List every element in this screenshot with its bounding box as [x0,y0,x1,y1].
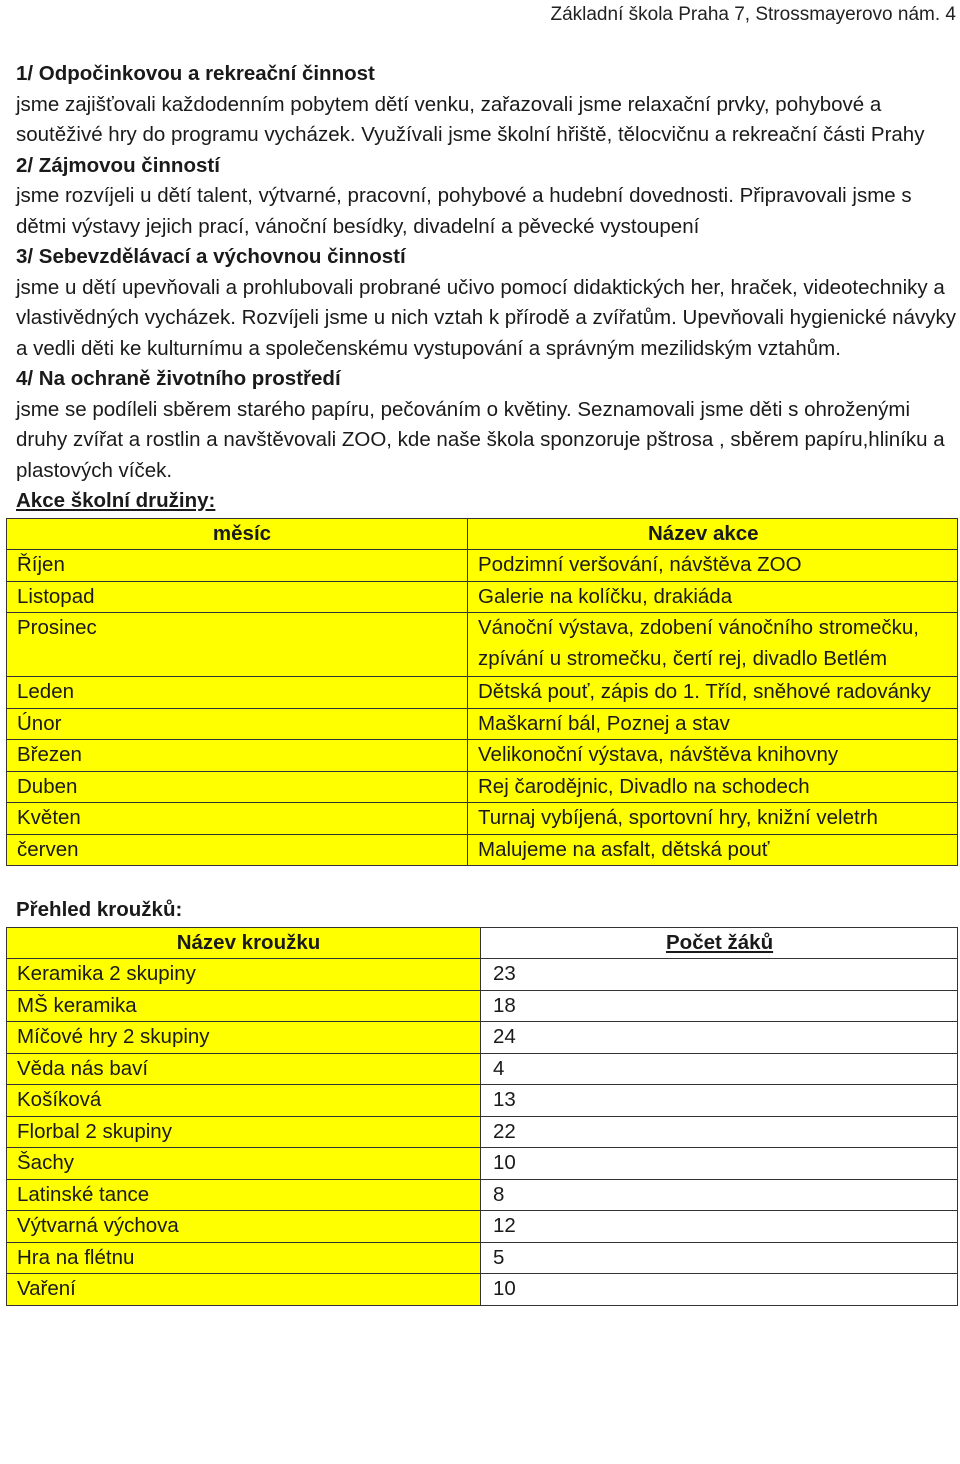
clubs-table-body [7,959,958,1306]
club-name-cell: Keramika 2 skupiny [7,959,481,991]
table-row [7,990,958,1022]
column-header-month: měsíc [7,518,468,550]
table-row [7,677,958,709]
action-month-cell: Leden [7,677,468,709]
column-header-student-count: Počet žáků [481,927,958,959]
action-name-cell: Podzimní veršování, návštěva ZOO [468,550,958,582]
table-row [7,1116,958,1148]
table-header-row [7,927,958,959]
club-name-cell: MŠ keramika [7,990,481,1022]
column-header-action-name: Název akce [468,518,958,550]
table-row [7,1242,958,1274]
action-name-cell: Velikonoční výstava, návštěva knihovny [468,740,958,772]
club-name-cell: Míčové hry 2 skupiny [7,1022,481,1054]
action-month-cell: Říjen [7,550,468,582]
student-count-cell: 22 [481,1116,958,1148]
action-name-cell: Rej čarodějnic, Divadlo na schodech [468,771,958,803]
club-name-cell: Věda nás baví [7,1053,481,1085]
action-name-cell: Galerie na kolíčku, drakiáda [468,581,958,613]
action-month-cell: červen [7,834,468,866]
clubs-table [6,927,958,1306]
section-text: jsme rozvíjeli u dětí talent, výtvarné, pracovní, pohybové a hudební dovednosti. Připravovali jsme s dětmi výstavy jejich prací, vánoční besídky, divadelní a pěvecké vystoupení [16,184,912,238]
action-month-cell: Květen [7,803,468,835]
club-name-cell: Hra na flétnu [7,1242,481,1274]
student-count-cell: 10 [481,1274,958,1306]
student-count-cell: 10 [481,1148,958,1180]
document-page [16,0,956,1306]
action-month-cell: Březen [7,740,468,772]
section-3 [16,242,956,364]
action-name-cell: Dětská pouť, zápis do 1. Tříd, sněhové radovánky [468,677,958,709]
table-row [7,1022,958,1054]
table-row [7,581,958,613]
table-row [7,1148,958,1180]
table-row [7,708,958,740]
table-row [7,1274,958,1306]
action-month-cell: Prosinec [7,613,468,677]
club-name-cell: Šachy [7,1148,481,1180]
student-count-cell: 12 [481,1211,958,1243]
column-header-club-name: Název kroužku [7,927,481,959]
action-month-cell: Únor [7,708,468,740]
table-row [7,959,958,991]
student-count-cell: 5 [481,1242,958,1274]
table-row [7,550,958,582]
student-count-cell: 8 [481,1179,958,1211]
club-name-cell: Vaření [7,1274,481,1306]
section-title: 3/ Sebevzdělávací a výchovnou činností [16,245,406,268]
club-name-cell: Košíková [7,1085,481,1117]
action-name-cell: Turnaj vybíjená, sportovní hry, knižní veletrh [468,803,958,835]
table-row [7,771,958,803]
actions-table-body [7,550,958,866]
student-count-cell: 23 [481,959,958,991]
section-text: jsme se podíleli sběrem starého papíru, pečováním o květiny. Seznamovali jsme děti s ohroženými druhy zvířat a rostlin a navštěvovali ZOO, kde naše škola sponzoruje pštrosa , sběrem papíru,hliníku a plastových víček. [16,397,945,482]
clubs-heading: Přehled kroužků: [16,898,183,921]
table-row [7,740,958,772]
table-row [7,803,958,835]
table-row [7,1211,958,1243]
section-title: 4/ Na ochraně životního prostředí [16,367,341,390]
section-4 [16,364,956,486]
action-month-cell: Duben [7,771,468,803]
table-row [7,1053,958,1085]
section-title: 2/ Zájmovou činností [16,153,220,177]
section-title: 1/ Odpočinkovou a rekreační činnost [16,62,375,85]
actions-heading: Akce školní družiny: [16,489,216,512]
section-text: jsme u dětí upevňovali a prohlubovali probrané učivo pomocí didaktických her, hraček, videotechniky a vlastivědných vycházek. Rozvíjeli jsme u nich vztah k přírodě a zvířatům. Upevňovali hygienické návyky a vedli děti ke kulturnímu a společenskému vystupování a správným mezilidským vztahům. [16,275,956,360]
section-text: jsme zajišťovali každodenním pobytem dětí venku, zařazovali jsme relaxační prvky, pohybové a soutěživé hry do programu vycházek. Využívali jsme školní hřiště, tělocvičnu a rekreační části Prahy [16,92,925,146]
club-name-cell: Výtvarná výchova [7,1211,481,1243]
table-row [7,613,958,677]
table-row [7,1179,958,1211]
actions-table [6,518,958,867]
table-row [7,834,958,866]
club-name-cell: Florbal 2 skupiny [7,1116,481,1148]
section-1 [16,59,956,151]
action-month-cell: Listopad [7,581,468,613]
student-count-cell: 4 [481,1053,958,1085]
student-count-cell: 24 [481,1022,958,1054]
action-name-cell: Vánoční výstava, zdobení vánočního stromečku, zpívání u stromečku, čertí rej, divadlo Betlém [468,613,958,677]
student-count-cell: 18 [481,990,958,1022]
table-header-row [7,518,958,550]
page-header: Základní škola Praha 7, Strossmayerovo nám. 4 [550,4,956,25]
club-name-cell: Latinské tance [7,1179,481,1211]
action-name-cell: Maškarní bál, Poznej a stav [468,708,958,740]
student-count-cell: 13 [481,1085,958,1117]
section-2 [16,151,956,243]
action-name-cell: Malujeme na asfalt, dětská pouť [468,834,958,866]
table-row [7,1085,958,1117]
